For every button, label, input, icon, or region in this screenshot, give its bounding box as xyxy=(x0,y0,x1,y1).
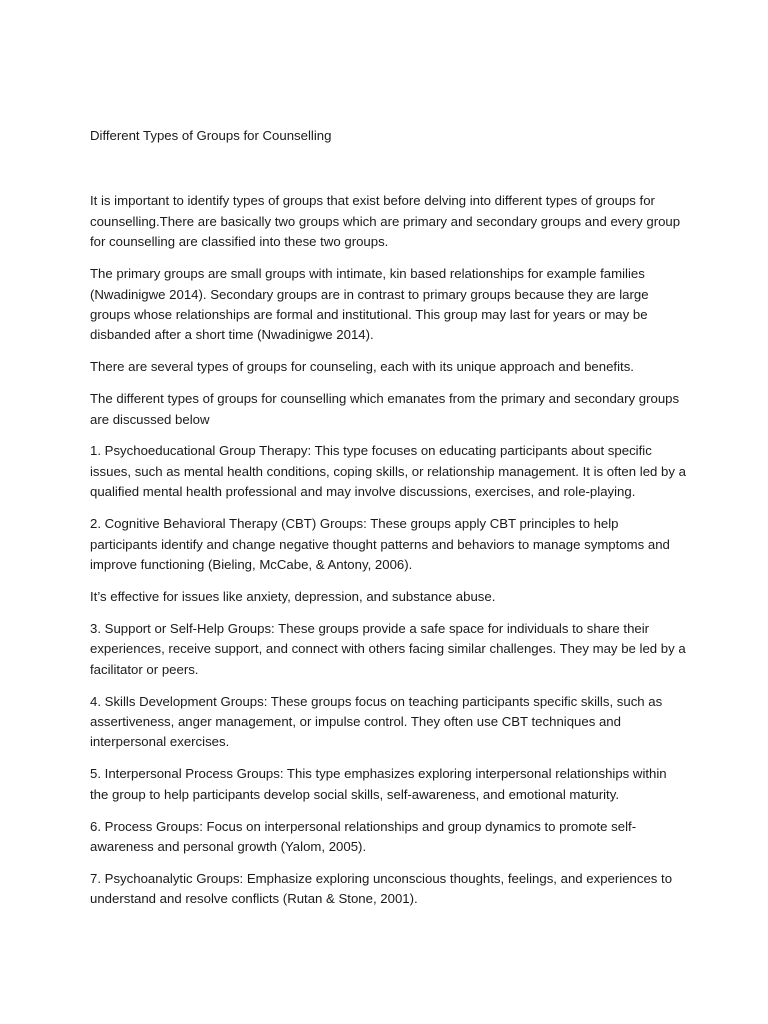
intro-paragraph: It is important to identify types of groups that exist before delving into different types of groups for counselling.There are basically two groups which are primary and secondary groups and every group for counselling are classified into these two groups. xyxy=(90,193,681,250)
list-item-support-groups: 3. Support or Self-Help Groups: These groups provide a safe space for individuals to share their experiences, receive support, and connect with others facing similar challenges. They may be led by a facilitator or peers. xyxy=(90,620,686,677)
list-item-interpersonal-process: 5. Interpersonal Process Groups: This type emphasizes exploring interpersonal relationships within the group to help participants develop social skills, self-awareness, and emotional maturity. xyxy=(90,766,667,802)
document-title: Different Types of Groups for Counselling xyxy=(90,128,332,143)
primary-secondary-paragraph: The primary groups are small groups with intimate, kin based relationships for example families (Nwadinigwe 2014). Secondary groups are in contrast to primary groups because they are large groups whose relationships are formal and institutional. This group may last for years or may be disbanded after a short time (Nwadinigwe 2014). xyxy=(90,266,649,343)
list-item-process-groups: 6. Process Groups: Focus on interpersonal relationships and group dynamics to promote self-awareness and personal growth (Yalom, 2005). xyxy=(90,818,637,854)
discussion-intro-paragraph: The different types of groups for counselling which emanates from the primary and secondary groups are discussed below xyxy=(90,391,680,427)
document-body xyxy=(90,126,686,921)
list-item-skills-development: 4. Skills Development Groups: These groups focus on teaching participants specific skills, such as assertiveness, anger management, or impulse control. They often use CBT techniques and interpersonal exercises. xyxy=(90,693,663,750)
cbt-effectiveness-paragraph: It’s effective for issues like anxiety, depression, and substance abuse. xyxy=(90,588,496,604)
list-item-cbt: 2. Cognitive Behavioral Therapy (CBT) Groups: These groups apply CBT principles to help participants identify and change negative thought patterns and behaviors to manage symptoms and improve functioning (Bieling, McCabe, & Antony, 2006). xyxy=(90,516,670,572)
list-item-psychoanalytic: 7. Psychoanalytic Groups: Emphasize exploring unconscious thoughts, feelings, and experiences to understand and resolve conflicts (Rutan & Stone, 2001). xyxy=(90,870,673,907)
list-item-psychoeducational: 1. Psychoeducational Group Therapy: This type focuses on educating participants about specific issues, such as mental health conditions, coping skills, or relationship management. It is often led by a qualified mental health professional and may involve discussions, exercises, and role-playing. xyxy=(90,443,686,500)
types-overview-paragraph: There are several types of groups for counseling, each with its unique approach and benefits. xyxy=(90,359,634,375)
